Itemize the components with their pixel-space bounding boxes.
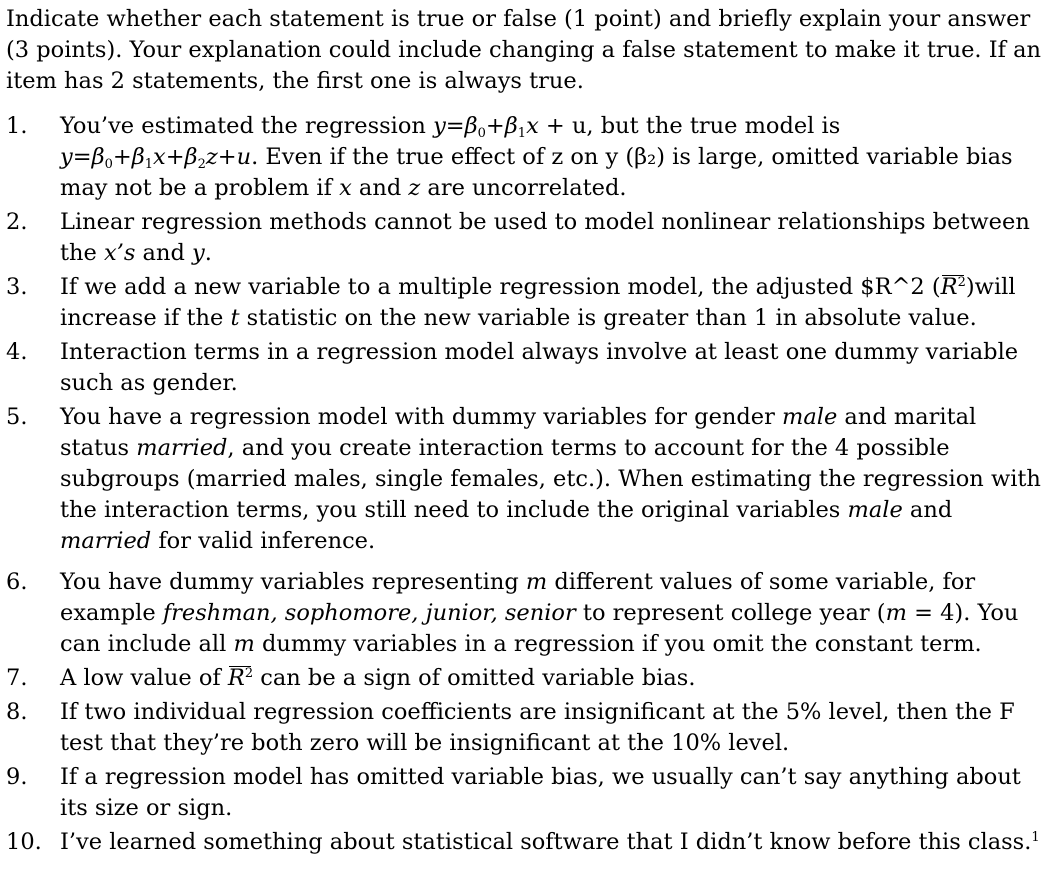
list-item: 6. You have dummy variables representing m different values of some variable, for example freshman, sophomore, junior, senior to represent college year (m = 4). You can include all m dummy variables in a regression if you omit the constant term.: [6, 569, 1019, 657]
item-number: 8.: [6, 699, 28, 725]
list-item: 5. You have a regression model with dummy variables for gender male and marital status married, and you create interaction terms to account for the 4 possible subgroups (married males, single females, etc.). When estimating the regression with the interaction terms, you still need to include the original variables male and married for valid inference.: [6, 404, 1041, 554]
list-item: 2. Linear regression methods cannot be used to model nonlinear relationships between the x’s and y.: [6, 209, 1030, 266]
document: [6, 4, 1042, 861]
item-number: 10.: [6, 829, 42, 855]
item-number: 9.: [6, 764, 28, 790]
item-number: 1.: [6, 113, 28, 139]
adjusted-r-squared-symbol: $R^2$: [228, 663, 253, 694]
item-number: 3.: [6, 274, 28, 300]
item-number: 4.: [6, 339, 28, 365]
equation-true-model: $y=\beta_0+\beta_1x+\beta_2z+u$: [60, 144, 252, 172]
instructions: Indicate whether each statement is true or false (1 point) and briefly explain your answer (3 points). Your explanation could include changing a false statement to make it true. If an item has 2 statements, the first one is always true.: [6, 6, 1041, 94]
item-number: 6.: [6, 569, 28, 595]
item-number: 7.: [6, 665, 28, 691]
equation-estimated: $y=\beta_0+\beta_1x$: [433, 113, 539, 141]
list-item: 3. If we add a new variable to a multiple regression model, the adjusted $R^2 $(R^2)will$ increase if the t statistic on the new variable is greater than 1 in absolute value.: [6, 274, 1016, 331]
list-item: 1. You’ve estimated the regression $y=\beta_0+\beta_1x + u$, but the true model is $y=\beta_0+\beta_1x+\beta_2z+u$. Even if the true effect of z on y (β₂) is large, omitted variable bias may not be a problem if x and z are uncorrelated.: [6, 113, 1013, 201]
list-item: 8. If two individual regression coefficients are insignificant at the 5% level, then the F test that they’re both zero will be insignificant at the 10% level.: [6, 699, 1015, 756]
item-number: 2.: [6, 209, 28, 235]
list-item: 9. If a regression model has omitted variable bias, we usually can’t say anything about its size or sign.: [6, 764, 1021, 821]
adjusted-r-squared-symbol: $R^2$: [941, 272, 966, 303]
list-item: 4. Interaction terms in a regression model always involve at least one dummy variable such as gender.: [6, 339, 1019, 396]
footnote-marker: 1: [1031, 830, 1040, 845]
list-item: 7. A low value of $R^2$ can be a sign of omitted variable bias.: [6, 663, 1042, 694]
item-number: 5.: [6, 404, 28, 430]
list-item: 10. I’ve learned something about statistical software that I didn’t know before this class.$^1$: [6, 827, 1042, 858]
